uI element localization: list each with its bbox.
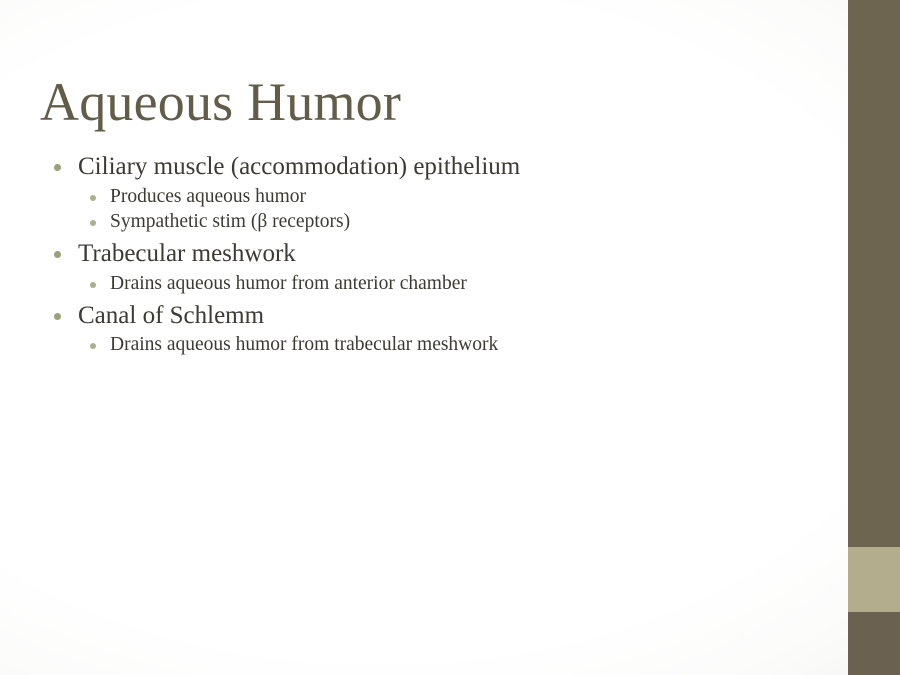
bullet-item xyxy=(44,239,804,296)
bullet-text: Ciliary muscle (accommodation) epithelium xyxy=(78,153,521,180)
bullet-list xyxy=(44,152,804,358)
bullet-item xyxy=(44,301,804,358)
bullet-dot-icon xyxy=(54,313,61,320)
sub-bullet-text: Sympathetic stim (β receptors) xyxy=(110,211,351,233)
sub-bullet-text: Drains aqueous humor from trabecular meshwork xyxy=(110,334,499,356)
sub-bullet-dot-icon xyxy=(90,220,96,226)
sub-bullet-item xyxy=(78,185,804,210)
sub-bullet-dot-icon xyxy=(90,195,96,201)
bullet-item xyxy=(44,152,804,235)
bullet-dot-icon xyxy=(54,164,61,171)
slide-title: Aqueous Humor xyxy=(40,72,402,133)
bullet-text: Trabecular meshwork xyxy=(78,240,296,268)
sub-bullet-item xyxy=(78,210,804,235)
bullet-dot-icon xyxy=(54,251,61,258)
sub-bullet-list xyxy=(78,272,804,297)
sub-bullet-item xyxy=(78,272,804,297)
sub-bullet-list xyxy=(78,333,804,358)
sub-bullet-dot-icon xyxy=(90,282,96,288)
sub-bullet-text: Drains aqueous humor from anterior chamber xyxy=(110,272,467,294)
sub-bullet-list xyxy=(78,185,804,236)
bullet-text: Canal of Schlemm xyxy=(78,301,265,329)
slide-body xyxy=(44,152,804,362)
slide-sidebar-accent-block xyxy=(848,547,900,612)
slide-sidebar-lower-block xyxy=(848,612,900,675)
sub-bullet-text: Produces aqueous humor xyxy=(110,185,307,207)
sub-bullet-item xyxy=(78,333,804,358)
sub-bullet-dot-icon xyxy=(90,343,96,349)
